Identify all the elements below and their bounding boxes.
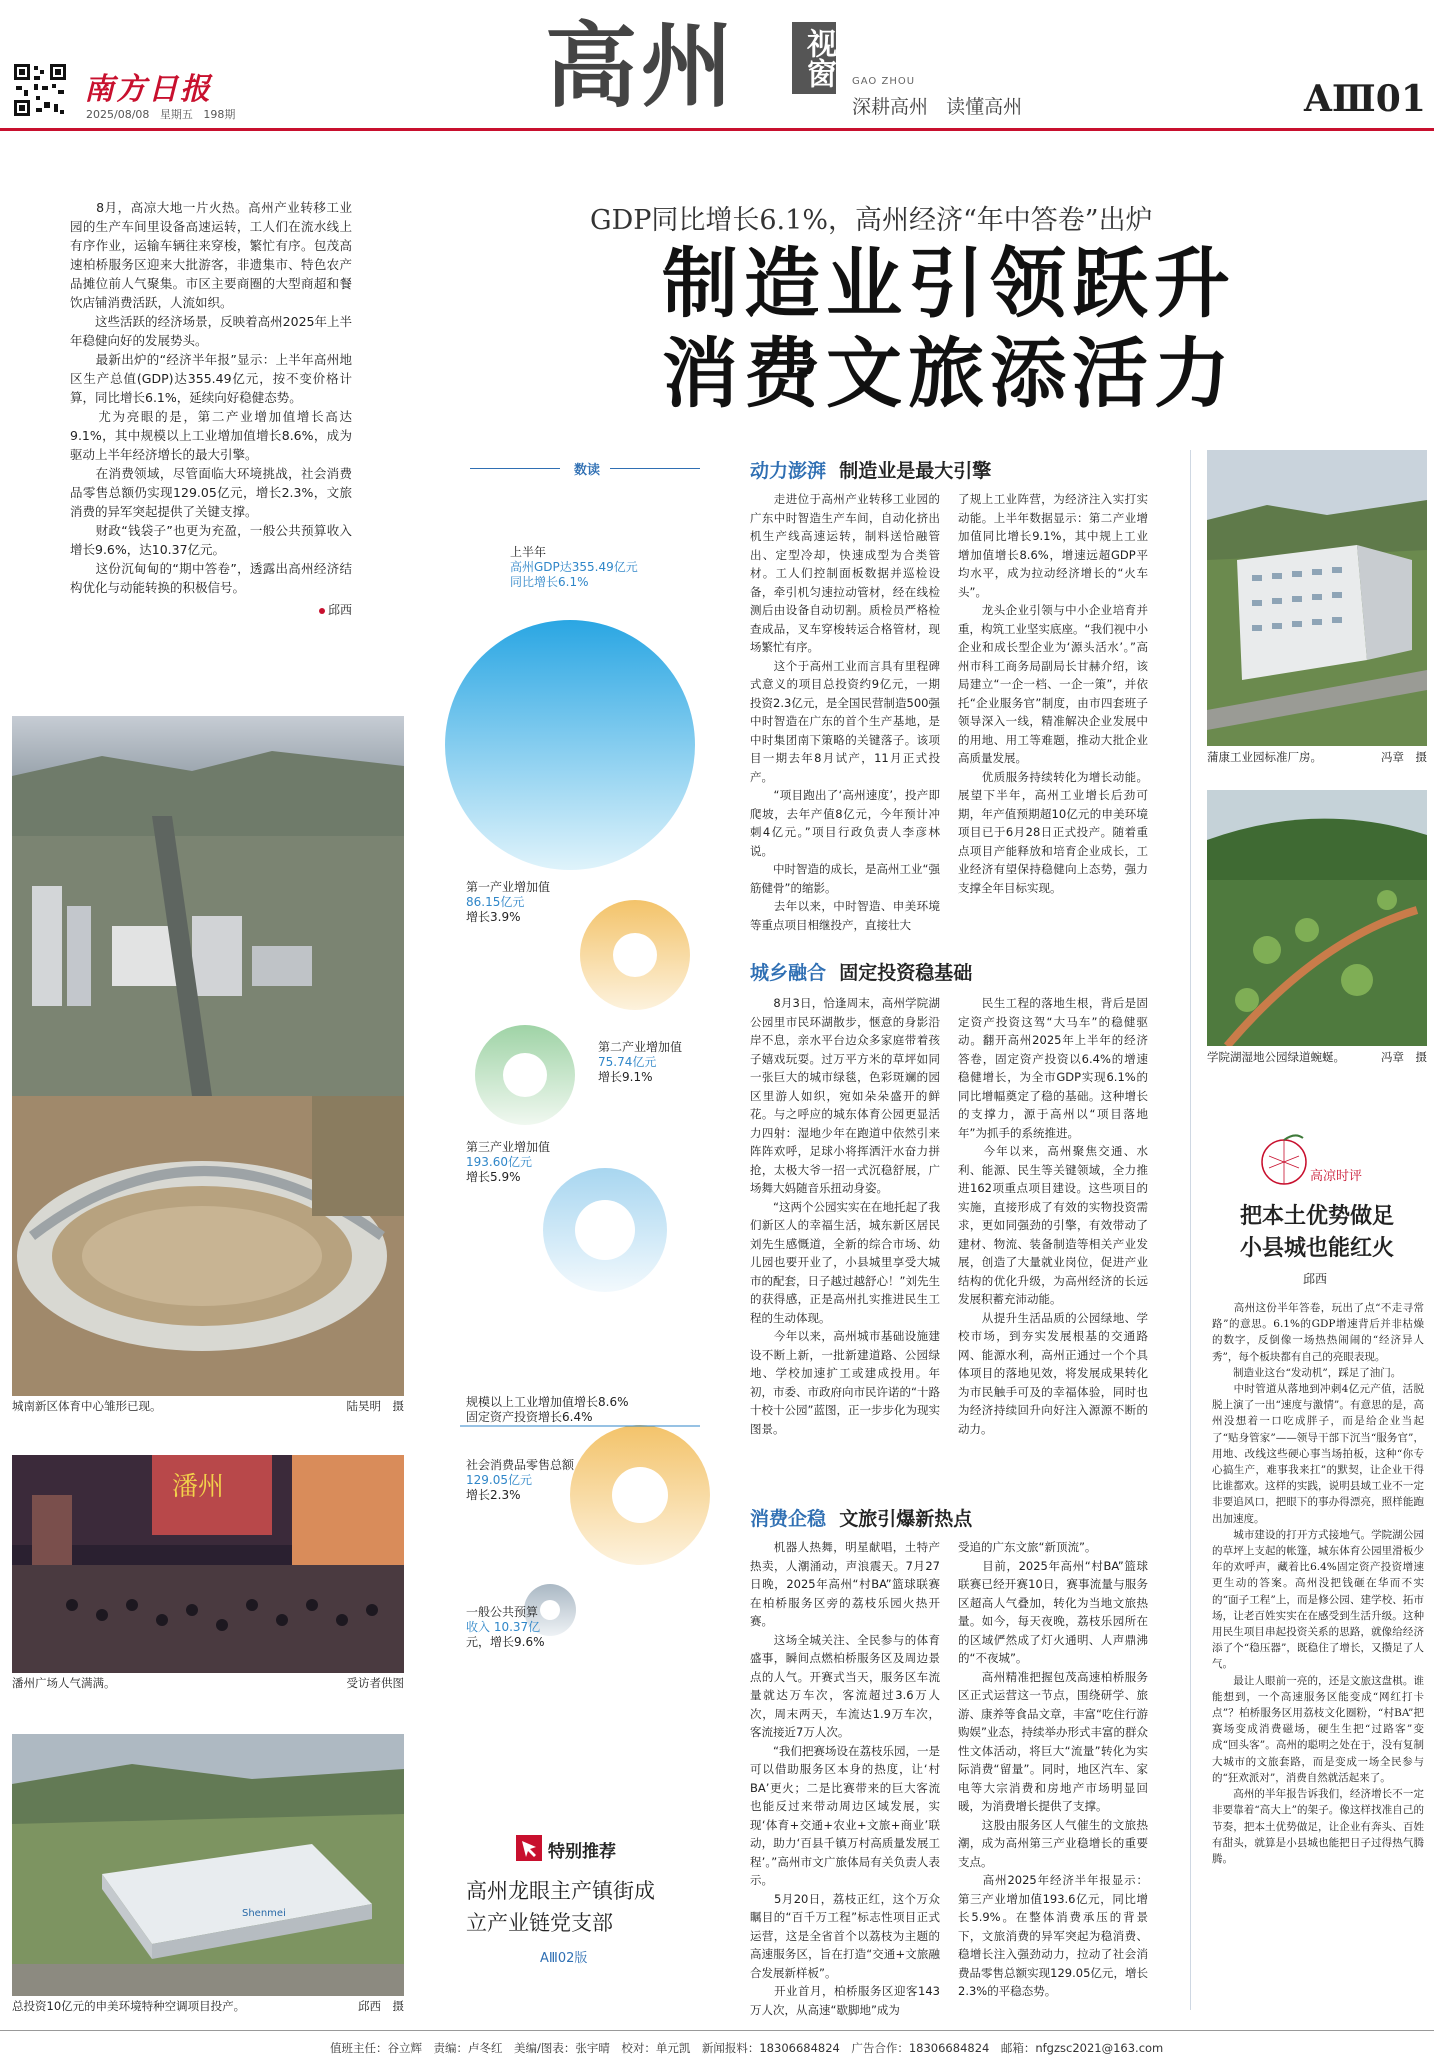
- photo-credit: 冯章 摄: [1381, 1050, 1427, 1064]
- stat-lead: 一般公共预算: [466, 1605, 539, 1619]
- page-number: AⅢ01: [1304, 78, 1426, 120]
- footer-credits: 值班主任：谷立辉 责编：卢冬红 美编/图表：张宇晴 校对：单元凯 新闻报料：18306684824 广告合作：18306684824 邮箱：nfgzsc2021@163.com: [330, 2041, 1164, 2055]
- commentary-column-label: 高凉时评: [1310, 1169, 1363, 1184]
- section-kicker: 城乡融合: [750, 962, 827, 984]
- wetland-park-image: [1207, 790, 1427, 1046]
- footer-rule: [0, 2030, 1434, 2031]
- section-badge: 视窗: [792, 22, 836, 94]
- stat-growth: 增长5.9%: [466, 1170, 521, 1184]
- intro-block: [70, 198, 352, 618]
- section-title-text: 固定投资稳基础: [839, 962, 973, 984]
- stat-value: 86.15亿元: [466, 895, 525, 909]
- square-sign-text: 潘州: [172, 1472, 225, 1502]
- headline-line2: 消费文旅添活力: [662, 329, 1236, 418]
- stat-growth: 增长2.3%: [466, 1488, 521, 1502]
- photo-credit: 冯章 摄: [1381, 750, 1427, 764]
- stat-industry-investment: [466, 1395, 629, 1425]
- section-title-text: 制造业是最大引擎: [839, 460, 992, 482]
- intro-paragraph: 这份沉甸甸的“期中答卷”，透露出高州经济结构优化与动能转换的积极信号。: [70, 561, 352, 595]
- section-title-text: 文旅引爆新热点: [839, 1508, 973, 1530]
- stat-lead: 第二产业增加值: [598, 1040, 683, 1054]
- stat-growth: 增长9.1%: [598, 1070, 653, 1084]
- section-column: 了规上工业阵营，为经济注入实打实动能。上半年数据显示：第二产业增加值同比增长9.1%，其中规上工业增加值增长8.6%，增速远超GDP平均水平，成为拉动经济增长的“火车头”。 龙头企业引领与中小企业培育并重，构筑工业坚实底座。“我们视中小企业和成长型企业为‘源头活水’。”高州市科工商务局副局长甘赫介绍，该局建立“一企一档、一企一策”，并依托“企业服务官”制度，由市四套班子领导深入一线，精准解决企业发展中的用地、用工等难题，推动大批企业高质量发展。 优质服务持续转化为增长动能。展望下半年，高州工业增长后劲可期，年产值预期超10亿元的申美环境项目已于6月28日正式投产。随着重点项目产能释放和培育企业成长，工业经济有望保持稳健向上态势，强力支撑全年目标实现。: [958, 492, 1148, 895]
- recommend-title: 高州龙眼主产镇街成立产业链党支部: [466, 1879, 655, 1935]
- commentary-byline: 邱西: [1303, 1272, 1328, 1286]
- column-divider: [1190, 450, 1191, 2010]
- stat-value: 固定资产投资增长6.4%: [466, 1410, 593, 1424]
- stat-primary: [466, 880, 550, 925]
- stat-lead: 上半年: [510, 545, 547, 559]
- stat-lead: 第一产业增加值: [466, 880, 551, 894]
- intro-paragraph: 在消费领域，尽管面临大环境挑战，社会消费品零售总额仍实现129.05亿元，增长2.3%，文旅消费的异军突起提供了关键支撑。: [70, 466, 352, 519]
- stat-value: 193.60亿元: [466, 1155, 532, 1169]
- commentary-text: 高州这份半年答卷，玩出了点“不走寻常路”的意思。6.1%的GDP增速背后并非枯燥的数字，反倒像一场热热闹闹的“经济异人秀”，每个板块都有自己的亮眼表现。 制造业这台“发动机”，踩足了油门。 中时管道从落地到冲刺4亿元产值，活脱脱上演了一出“速度与激情”。有意思的是，高州没想着一口吃成胖子，而是给企业当起了“贴身管家”——领导干部下沉当“服务官”，用地、改线这些硬心事当场拍板，这种“你专心搞生产，难事我来扛”的默契，让企业干得比谁都欢。这样的实践，说明县域工业不一定非要追风口，把眼下的事办得漂亮，照样能跑出加速度。 城市建设的打开方式接地气。学院湖公园的草坪上支起的帐篷，城东体育公园里滑板少年的欢呼声，藏着比6.4%固定资产投资增速更生动的答案。高州没把钱砸在华而不实的“面子工程”上，而是修公园、建学校、拓市场，让老百姓实实在在感受到生活升级。这种用民生项目串起投资关系的思路，就像给经济添了个“稳压器”，既稳住了增长，又攒足了人气。 最让人眼前一亮的，还是文旅这盘棋。谁能想到，一个高速服务区能变成“网红打卡点”？柏桥服务区用荔枝文化圈粉，“村BA”把赛场变成消费磁场，硬生生把“过路客”变成“回头客”。高州的聪明之处在于，没有复制大城市的文旅套路，而是变成一场全民参与的“狂欢派对”，消费自然就活起来了。 高州的半年报告诉我们，经济增长不一定非要靠着“高大上”的架子。像这样找准自己的节奏，把本土优势做足，让企业有奔头、百姓有甜头，就算是小县城也能把日子过得热气腾腾。: [1212, 1302, 1424, 1865]
- night-crowd-image: [12, 1455, 404, 1673]
- photo-caption: 潘州广场人气满满。: [12, 1676, 116, 1690]
- factory-sign-text: Shenmei: [242, 1908, 286, 1919]
- industrial-park-image: [1207, 450, 1427, 746]
- section-column: 走进位于高州产业转移工业园的广东中时智造生产车间，自动化挤出机生产线高速运转，制料送恰融管出、定型冷却，快速成型为合类管材。工人们控制面板数据并巡检设备，牵引机匀速拉动管材，经在线检测后由设备自动切割。质检员严格检查成品，叉车穿梭转运合格管材，现场繁忙有序。 这个于高州工业而言具有里程碑式意义的项目总投资约9亿元，一期投资2.3亿元，是全国民营制造500强中时智造在广东的首个生产基地，是中时集团南下策略的关键落子。该项目一期去年8月试产，11月正式投产。 “项目跑出了‘高州速度’，投产即爬坡，去年产值8亿元，今年预计冲刺4亿元。”项目行政负责人李彦林说。 中时智造的成长，是高州工业“强筋健骨”的缩影。 去年以来，中时智造、申美环境等重点项目相继投产，直接壮大: [750, 492, 940, 932]
- photo-caption: 蒲康工业园标准厂房。: [1207, 750, 1322, 764]
- intro-byline-text: 邱西: [327, 603, 352, 617]
- section-column: 受追的广东文旅“新顶流”。 目前，2025年高州“村BA”篮球联赛已经开赛10日，赛事流量与服务区超高人气叠加，转化为当地文旅热量。如今，每天夜晚，荔枝乐园所在的区域俨然成了灯火通明、人声鼎沸的“不夜城”。 高州精准把握包茂高速柏桥服务区正式运营这一节点，围绕研学、旅游、康养等食品文章，丰富“吃住行游购娱”业态，持续举办形式丰富的群众性文体活动，将巨大“流量”转化为实际消费“留量”。同时，地区汽车、家电等大宗消费和房地产市场明显回暖，为消费增长提供了支撑。 这股由服务区人气催生的文旅热潮，成为高州第三产业稳增长的重要支点。 高州2025年经济半年报显示：第三产业增加值193.6亿元，同比增长5.9%。在整体消费承压的背景下，文旅消费的异军突起为稳消费、稳增长注入强劲动力，拉动了社会消费品零售总额实现129.05亿元，增长2.3%的平稳态势。: [958, 1540, 1148, 1998]
- headline-line1: 制造业引领跃升: [662, 239, 1236, 328]
- recommend-arrow-icon: [516, 1835, 542, 1861]
- intro-paragraph: 尤为亮眼的是，第二产业增加值增长高达9.1%，其中规模以上工业增加值增长8.6%，成为驱动上半年经济增长的最大引擎。: [70, 409, 352, 462]
- stat-lead: 社会消费品零售总额: [466, 1458, 575, 1472]
- commentary-title: 把本土优势做足 小县城也能红火: [1239, 1203, 1394, 1261]
- stat-value: 收入 10.37亿: [466, 1620, 541, 1634]
- stat-budget: [466, 1605, 545, 1650]
- slogan: 深耕高州 读懂高州: [852, 96, 1023, 118]
- stat-growth: 元，增长9.6%: [466, 1635, 545, 1649]
- aerial-city-image: [12, 716, 404, 1396]
- stat-value: 75.74亿元: [598, 1055, 657, 1069]
- stat-retail: [466, 1458, 574, 1503]
- intro-paragraph: 这些活跃的经济场景，反映着高州2025年上半年稳健向好的发展势头。: [70, 314, 352, 348]
- section-column: 8月3日，恰逢周末，高州学院湖公园里市民环湖散步，惬意的身影沿岸不息，亲水平台边众多家庭带着孩子嬉戏玩耍。过万平方米的草坪如同一张巨大的城市绿毯，色彩斑斓的园区里游人如织，宛如朵朵盛开的鲜花。与之呼应的城东体育公园更显活力四射：湿地少年在跑道中依然引来阵阵欢呼，足球小将挥洒汗水奋力拼抢，太极大爷一招一式沉稳舒展，广场舞大妈随音乐扭动身姿。 “这两个公园实实在在地托起了我们新区人的幸福生活，城东新区居民刘先生感慨道，全新的综合市场、幼儿园也要开业了，小县城里享受大城市的配套，日子越过越舒心！”刘先生的获得感，正是高州扎实推进民生工程的生动体现。 今年以来，高州城市基础设施建设不断上新，一批新建道路、公园绿地、学校加速扩工或建成投用。年初，市委、市政府向市民许诺的“十路十校十公园”蓝图，正一步步化为现实图景。: [750, 996, 940, 1436]
- gdp-circle: [445, 620, 695, 870]
- date-line: 2025/08/08 星期五 198期: [86, 108, 236, 121]
- stat-growth: 同比增长6.1%: [510, 575, 589, 589]
- photo-industrial-park: [1207, 450, 1427, 746]
- photo-credit: 陆昊明 摄: [346, 1399, 404, 1413]
- photo-wetland-park: [1207, 790, 1427, 1046]
- masthead-rule: [0, 128, 1434, 131]
- stat-tertiary: [466, 1140, 550, 1185]
- stat-growth: 增长3.9%: [466, 910, 521, 924]
- photo-credit: 邱西 摄: [358, 1999, 404, 2013]
- section-column: 民生工程的落地生根，背后是固定资产投资这驾“大马车”的稳健驱动。翻开高州2025年上半年的经济答卷，固定资产投资以6.4%的增速稳健增长，为全市GDP实现6.1%的同比增幅奠定了稳的基础。这种增长的支撑力，源于高州以“项目落地年”为抓手的系统推进。 今年以来，高州聚焦交通、水利、能源、民生等关键领域，全力推进162项重点项目建设。这些项目的实施，直接形成了有效的实物投资需求，更如同强劲的引擎，有效带动了建材、物流、装备制造等相关产业发展，创造了大量就业岗位，促进产业结构的优化升级，为高州经济的长远发展积蓄充沛动能。 从提升生活品质的公园绿地、学校市场，到夯实发展根基的交通路网、能源水利，高州正通过一个个具体项目的落地见效，将发展成果转化为市民触手可及的幸福体验，同时也为经济持续回升向好注入源源不断的动力。: [958, 996, 1148, 1436]
- photo-caption: 总投资10亿元的申美环境特种空调项目投产。: [12, 1999, 246, 2013]
- infographic-header: 数读: [574, 463, 601, 478]
- recommend-page-ref: AⅢ02版: [540, 1951, 588, 1966]
- section-title: 高州: [545, 12, 738, 120]
- intro-paragraph: 最新出炉的“经济半年报”显示：上半年高州地区生产总值(GDP)达355.49亿元，按不变价格计算，同比增长6.1%，延续向好稳健态势。: [70, 352, 352, 405]
- section-kicker: 消费企稳: [750, 1508, 827, 1530]
- masthead: [0, 0, 1434, 130]
- stat-lead: 第三产业增加值: [466, 1140, 551, 1154]
- intro-paragraph: 8月，高凉大地一片火热。高州产业转移工业园的生产车间里设备高速运转，工人们在流水线上有序作业，运输车辆往来穿梭，繁忙有序。包茂高速柏桥服务区迎来大批游客，非遗集市、特色农产品摊位前人气聚集。市区主要商圈的大型商超和餐饮店铺消费活跃，人流如织。: [70, 200, 352, 310]
- stat-gdp: [510, 545, 638, 590]
- lychee-icon: [1255, 1130, 1313, 1188]
- stat-value: 129.05亿元: [466, 1473, 532, 1487]
- paper-name: 南方日报: [84, 72, 212, 107]
- photo-factory: [12, 1734, 404, 1996]
- photo-caption: 城南新区体育中心雏形已现。: [12, 1399, 162, 1413]
- photo-credit: 受访者供图: [346, 1676, 404, 1690]
- qr-code-icon: [12, 62, 68, 118]
- intro-paragraph: 财政“钱袋子”也更为充盈，一般公共预算收入增长9.6%，达10.37亿元。: [70, 523, 352, 557]
- section-column: 机器人热舞，明星献唱，土特产热卖，人潮涌动，声浪震天。7月27日晚，2025年高州“村BA”篮球联赛在柏桥服务区旁的荔枝乐园火热开赛。 这场全城关注、全民参与的体育盛事，瞬间点燃柏桥服务区及周边景点的人气。开赛式当天，服务区车流量就达万车次，客流超过3.6万人次，周末两天，车流达1.9万车次，客流接近7万人次。 “我们把赛场设在荔枝乐园，一是可以借助服务区本身的热度，让‘村BA’更火；二是比赛带来的巨大客流也能反过来带动周边区域发展，实现‘体育+交通+农业+文旅+商业’联动，助力‘百县千镇万村高质量发展工程’。”高州市文广旅体局有关负责人表示。 5月20日，荔枝正红，这个万众瞩目的“百千万工程”标志性项目正式运营，这是全省首个以荔枝为主题的高速服务区，旨在打造“交通+文旅融合发展新样板”。 开业首月，柏桥服务区迎客143万人次，从高速“歇脚地”成为: [750, 1540, 940, 2017]
- byline-dot-icon: [319, 608, 325, 614]
- section-heading: [750, 958, 972, 985]
- photo-square: [12, 1455, 404, 1673]
- stat-secondary: [598, 1040, 682, 1085]
- pinyin: GAO ZHOU: [852, 76, 916, 87]
- stat-value: 高州GDP达355.49亿元: [510, 560, 638, 574]
- stat-lead: 规模以上工业增加值增长8.6%: [466, 1395, 629, 1409]
- headline-subtitle: GDP同比增长6.1%，高州经济“年中答卷”出炉: [590, 205, 1153, 236]
- infographic: [430, 450, 730, 1870]
- special-recommend[interactable]: [460, 1835, 700, 1985]
- photo-sports-center: [12, 716, 404, 1396]
- photo-caption: 学院湖湿地公园绿道蜿蜒。: [1207, 1050, 1345, 1064]
- section-heading: [750, 456, 991, 483]
- section-kicker: 动力澎湃: [750, 460, 827, 482]
- intro-byline: [70, 601, 352, 618]
- recommend-label: 特别推荐: [548, 1842, 616, 1862]
- factory-aerial-image: [12, 1734, 404, 1996]
- section-heading: [750, 1504, 972, 1531]
